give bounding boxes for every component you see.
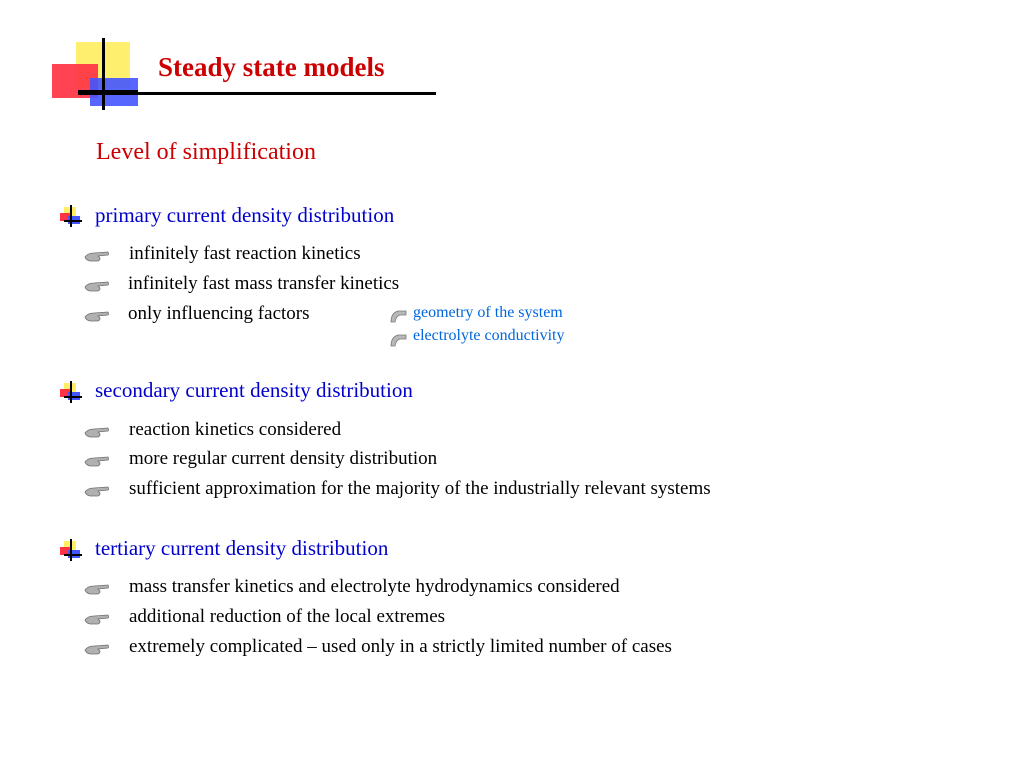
pointing-hand-icon (84, 279, 110, 293)
pointing-hand-icon (84, 454, 110, 468)
list-item: additional reduction of the local extremes (129, 606, 446, 627)
pointing-hand-icon (84, 484, 110, 498)
list-item: sufficient approximation for the majority of the industrially relevant systems (129, 478, 711, 499)
hook-bullet-icon (389, 333, 407, 347)
page-title: Steady state models (158, 52, 385, 82)
pointing-hand-icon (84, 582, 110, 596)
overlapping-squares-logo-icon (52, 38, 142, 110)
pointing-hand-icon (84, 642, 110, 656)
subtitle: Level of simplification (96, 139, 316, 165)
section-heading-primary: primary current density distribution (95, 203, 395, 227)
pointing-hand-icon (84, 309, 110, 323)
section-heading-secondary: secondary current density distribution (95, 378, 413, 402)
pointing-hand-icon (84, 612, 110, 626)
list-item: extremely complicated – used only in a strictly limited number of cases (129, 636, 672, 657)
list-item: infinitely fast reaction kinetics (129, 243, 361, 264)
list-item: only influencing factors (128, 303, 310, 324)
factor-item: geometry of the system (413, 304, 563, 321)
section-heading-tertiary: tertiary current density distribution (95, 536, 389, 560)
list-item: infinitely fast mass transfer kinetics (128, 273, 400, 294)
pointing-hand-icon (84, 249, 110, 263)
square-bullet-icon (60, 539, 84, 561)
square-bullet-icon (60, 381, 84, 403)
title-underline (78, 92, 436, 95)
hook-bullet-icon (389, 309, 407, 323)
square-bullet-icon (60, 205, 84, 227)
factor-item: electrolyte conductivity (413, 327, 565, 344)
list-item: more regular current density distribution (129, 448, 438, 469)
list-item: reaction kinetics considered (129, 419, 342, 440)
pointing-hand-icon (84, 425, 110, 439)
list-item: mass transfer kinetics and electrolyte hydrodynamics considered (129, 576, 620, 597)
